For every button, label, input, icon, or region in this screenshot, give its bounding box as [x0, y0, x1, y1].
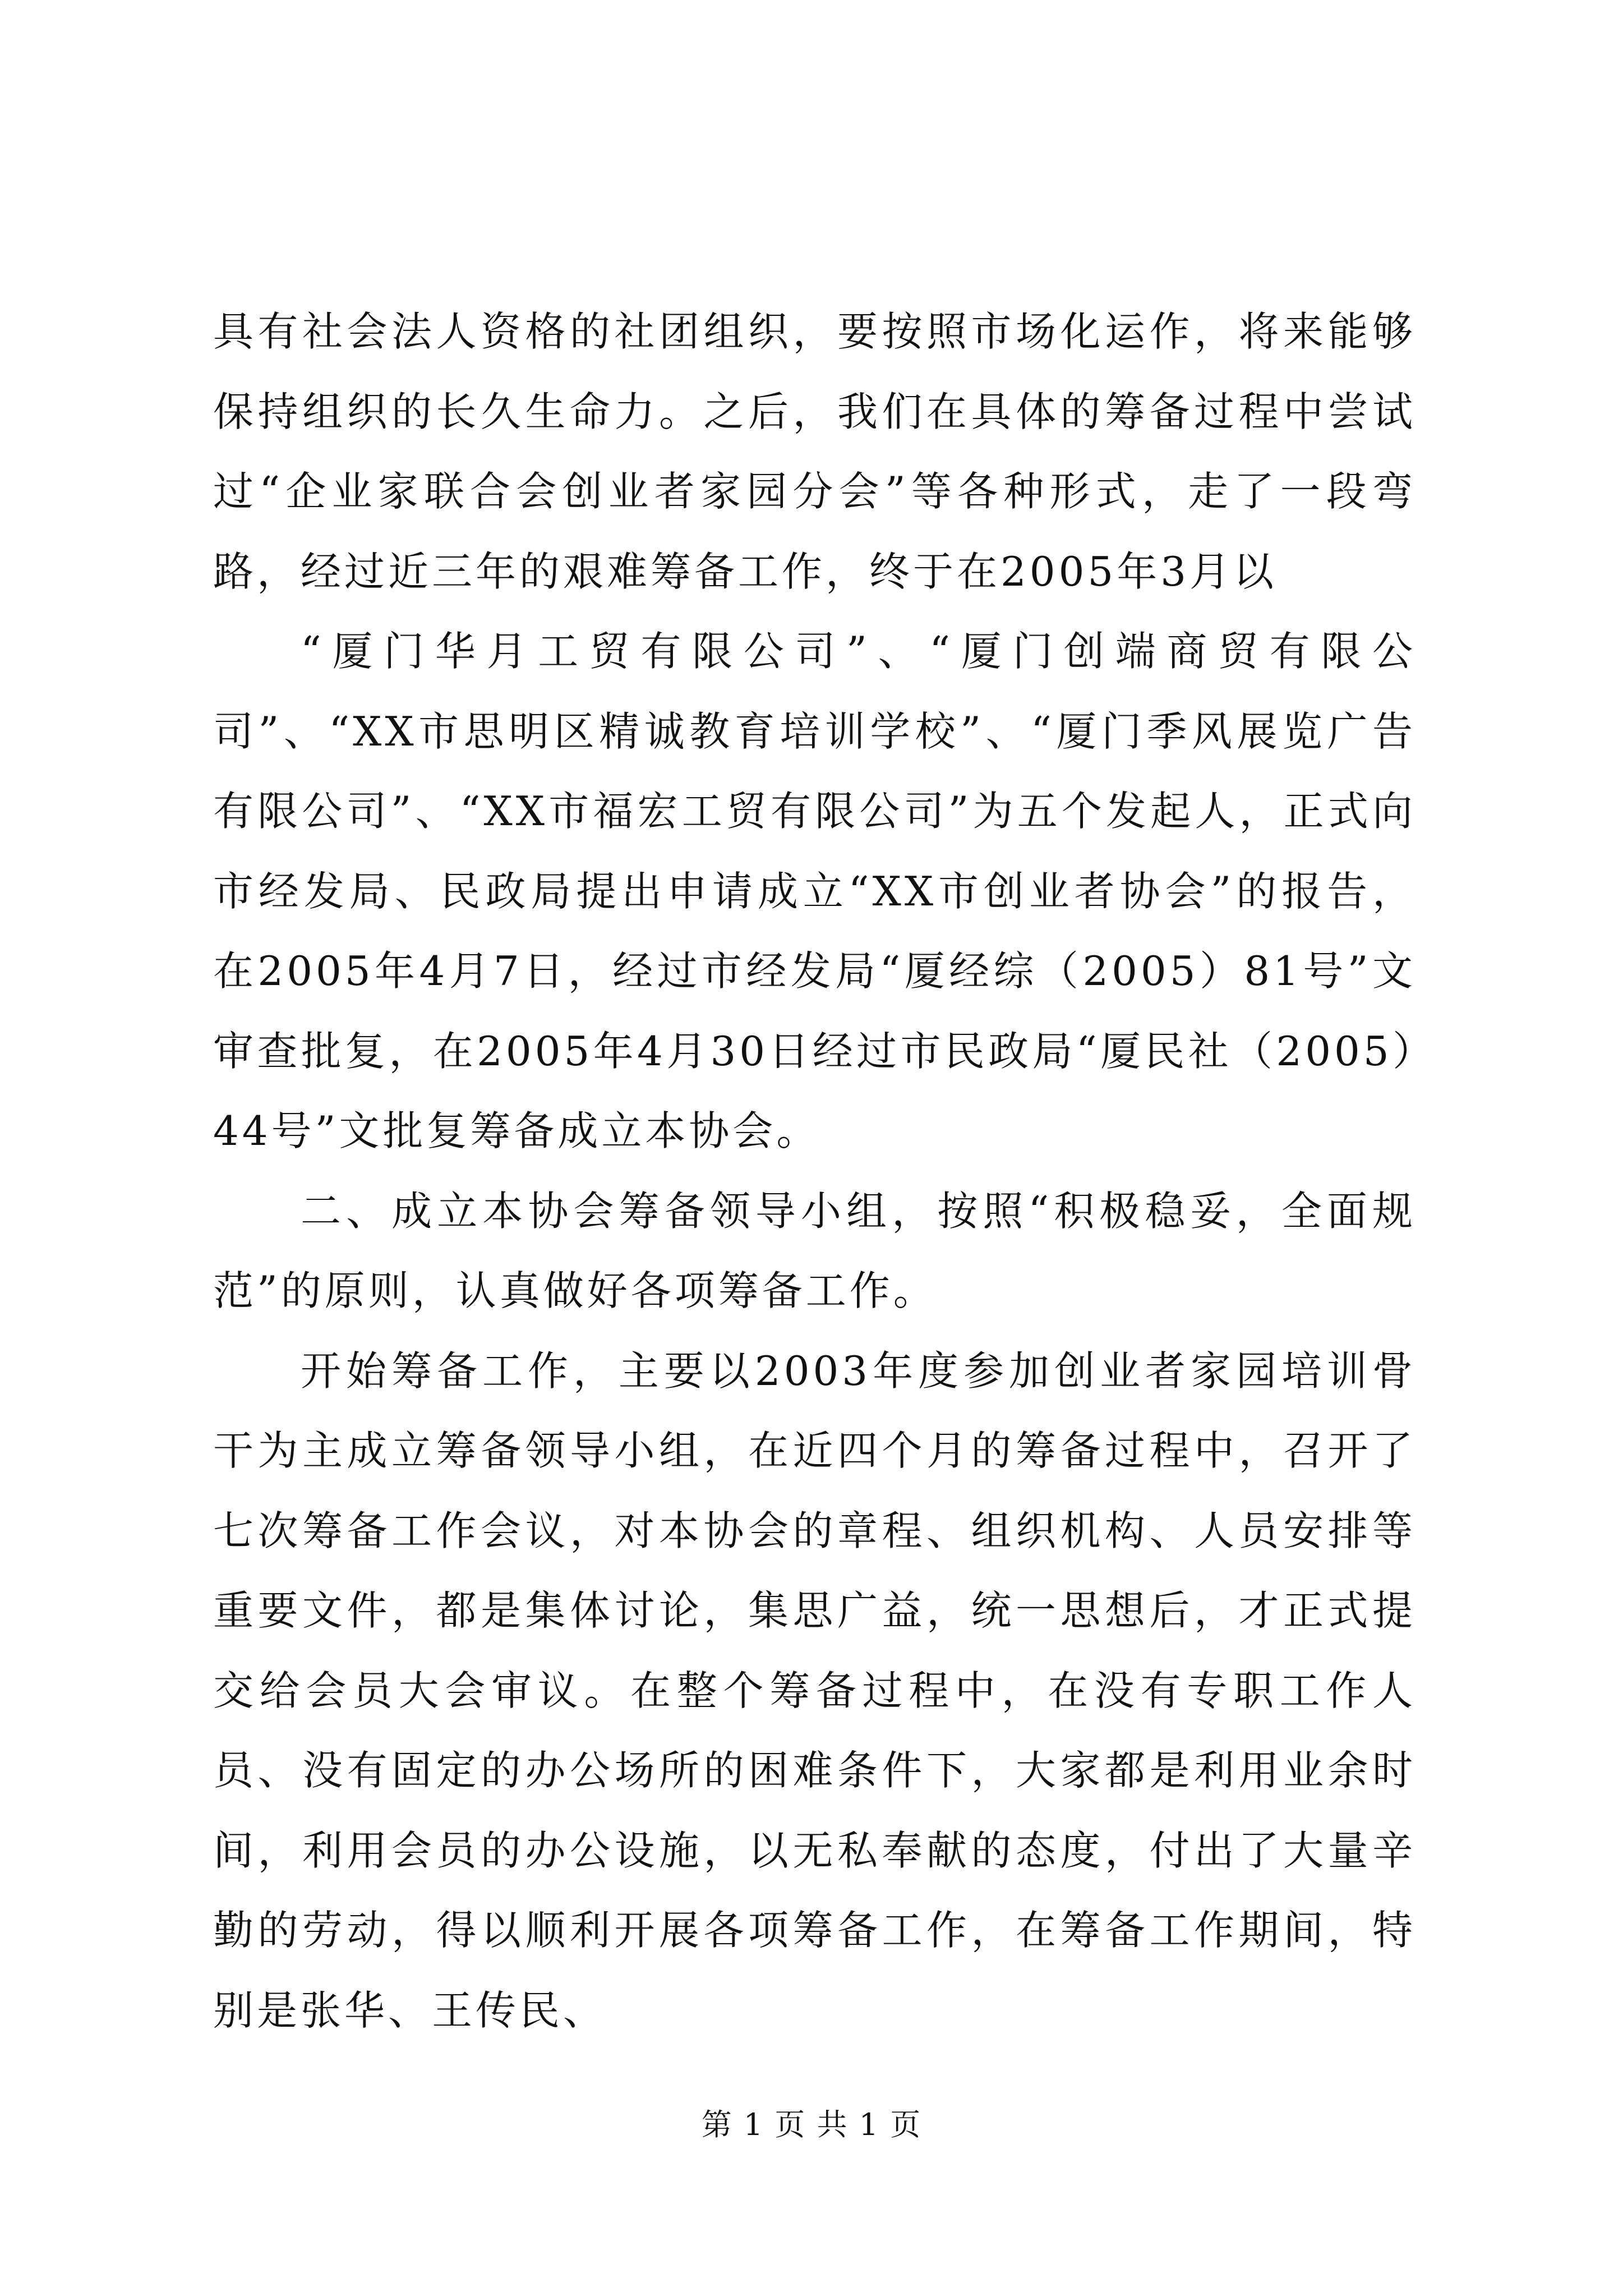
- page-footer: 第 1 页 共 1 页: [701, 2107, 922, 2142]
- paragraph-3: 二、成立本协会筹备领导小组，按照“积极稳妥，全面规范”的原则，认真做好各项筹备工作。: [213, 1187, 1416, 1314]
- paragraph-2: “厦门华月工贸有限公司”、“厦门创端商贸有限公司”、“XX市思明区精诚教育培训学校”、“厦门季风展览广告有限公司”、“XX市福宏工贸有限公司”为五个发起人，正式向市经发局、民政局提出申请成立“XX市创业者协会”的报告，在2005年4月7日，经过市经发局“厦经综（2005）81号”文审查批复，在2005年4月30日经过市民政局“厦民社（2005）44号”文批复筹备成立本协会。: [213, 628, 1416, 1154]
- paragraph-1: 具有社会法人资格的社团组织，要按照市场化运作，将来能够保持组织的长久生命力。之后，我们在具体的筹备过程中尝试过“企业家联合会创业者家园分会”等各种形式，走了一段弯路，经过近三年的艰难筹备工作，终于在2005年3月以: [213, 308, 1416, 595]
- paragraph-4: 开始筹备工作，主要以2003年度参加创业者家园培训骨干为主成立筹备领导小组，在近四个月的筹备过程中，召开了七次筹备工作会议，对本协会的章程、组织机构、人员安排等重要文件，都是集体讨论，集思广益，统一思想后，才正式提交给会员大会审议。在整个筹备过程中，在没有专职工作人员、没有固定的办公场所的困难条件下，大家都是利用业余时间，利用会员的办公设施，以无私奉献的态度，付出了大量辛勤的劳动，得以顺利开展各项筹备工作，在筹备工作期间，特别是张华、王传民、: [213, 1347, 1416, 2034]
- document-body: [213, 292, 1416, 2050]
